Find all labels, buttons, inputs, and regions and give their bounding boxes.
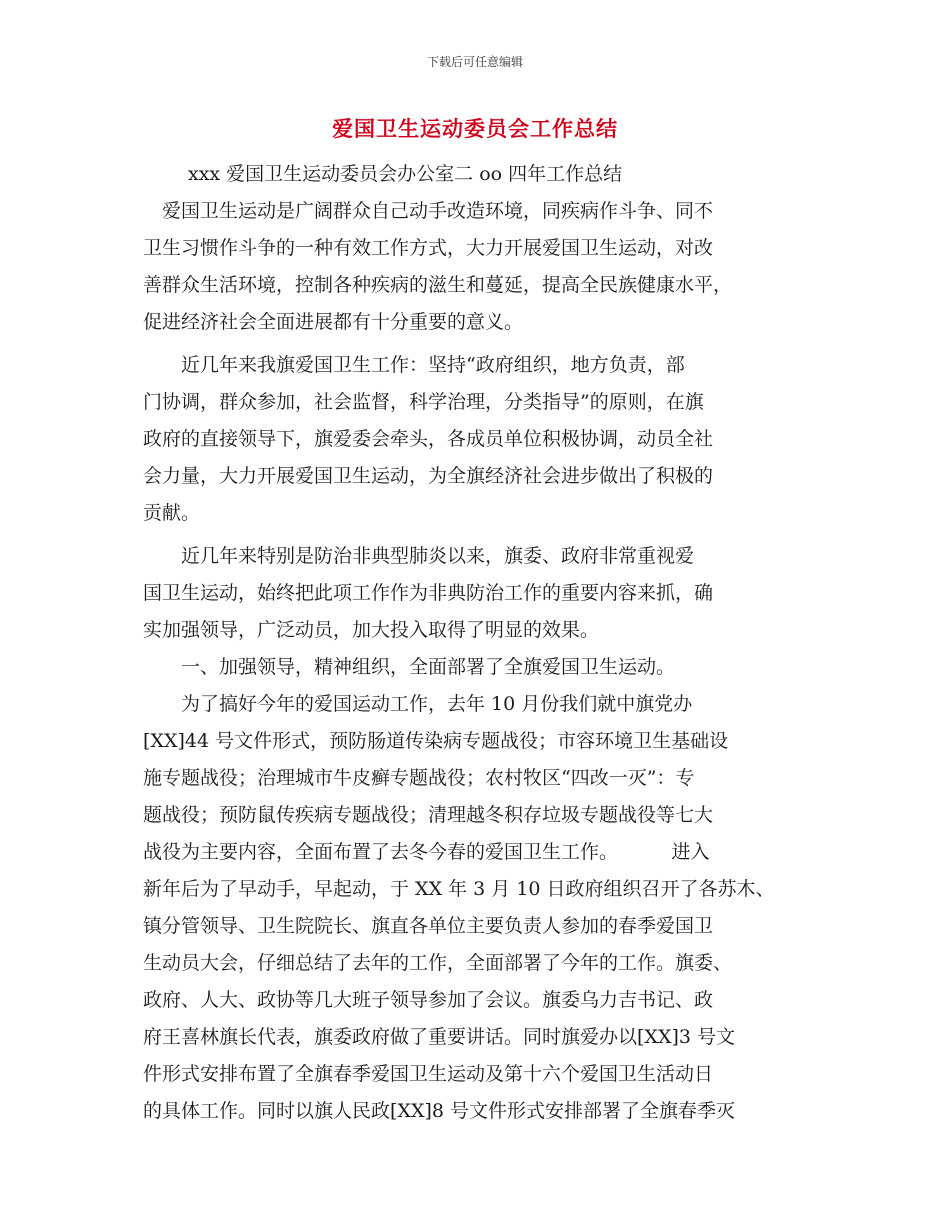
paragraph-line: 实加强领导，广泛动员，加大投入取得了明显的效果。: [143, 619, 600, 641]
paragraph-line: 新年后为了早动手，早起动，于 XX 年 3 月 10 日政府组织召开了各苏木、: [143, 878, 775, 900]
section-heading-line: 一、加强领导，精神组织，全面部署了全旗爱国卫生运动。: [143, 656, 676, 678]
paragraph-line: 门协调，群众参加，社会监督，科学治理，分类指导”的原则，在旗: [143, 391, 704, 413]
paragraph-line: 会力量，大力开展爱国卫生运动，为全旗经济社会进步做出了积极的: [143, 465, 714, 487]
paragraph-line: [XX]44 号文件形式，预防肠道传染病专题战役；市容环境卫生基础设: [143, 730, 729, 752]
paragraph-line: 国卫生运动，始终把此项工作作为非典防治工作的重要内容来抓，确: [143, 582, 714, 604]
paragraph-line: 爱国卫生运动是广阔群众自己动手改造环境，同疾病作斗争、同不: [143, 200, 714, 222]
paragraph-line: 善群众生活环境，控制各种疾病的滋生和蔓延，提高全民族健康水平，: [143, 274, 733, 296]
paragraph-line: 府王喜林旗长代表，旗委政府做了重要讲话。同时旗爱办以[XX]3 号文: [143, 1026, 736, 1048]
paragraph-line: 为了搞好今年的爱国运动工作，去年 10 月份我们就中旗党办: [143, 693, 693, 715]
document-title: 爱国卫生运动委员会工作总结: [332, 117, 618, 141]
paragraph-line: 政府的直接领导下，旗爱委会牵头，各成员单位积极协调，动员全社: [143, 428, 714, 450]
paragraph-line: 近几年来我旗爱国卫生工作：坚持“政府组织，地方负责，部: [143, 354, 685, 376]
paragraph-line: 生动员大会，仔细总结了去年的工作，全面部署了今年的工作。旗委、: [143, 952, 733, 974]
paragraph-line: 镇分管领导、卫生院院长、旗直各单位主要负责人参加的春季爱国卫: [143, 915, 714, 937]
paragraph-line: 促进经济社会全面进展都有十分重要的意义。: [143, 311, 524, 333]
paragraph-line: 施专题战役；治理城市牛皮癣专题战役；农村牧区“四改一灭”：专: [143, 767, 695, 789]
paragraph-line: 题战役；预防鼠传疾病专题战役；清理越冬积存垃圾专题战役等七大: [143, 804, 714, 826]
paragraph-line: 贡献。: [143, 502, 201, 524]
page-header-note: 下载后可任意编辑: [426, 55, 523, 69]
paragraph-line: 战役为主要内容，全面布置了去冬今春的爱国卫生工作。 进入: [143, 841, 710, 863]
paragraph-line: 卫生习惯作斗争的一种有效工作方式，大力开展爱国卫生运动，对改: [143, 237, 714, 259]
paragraph-line: 政府、人大、政协等几大班子领导参加了会议。旗委乌力吉书记、政: [143, 989, 714, 1011]
document-body: [143, 156, 833, 1130]
subtitle-line: xxx 爱国卫生运动委员会办公室二 oo 四年工作总结: [188, 163, 623, 185]
paragraph-line: 件形式安排布置了全旗春季爱国卫生运动及第十六个爱国卫生活动日: [143, 1063, 714, 1085]
paragraph-line: 的具体工作。同时以旗人民政[XX]8 号文件形式安排部署了全旗春季灭: [143, 1100, 736, 1122]
paragraph-line: 近几年来特别是防治非典型肺炎以来，旗委、政府非常重视爱: [143, 545, 695, 567]
